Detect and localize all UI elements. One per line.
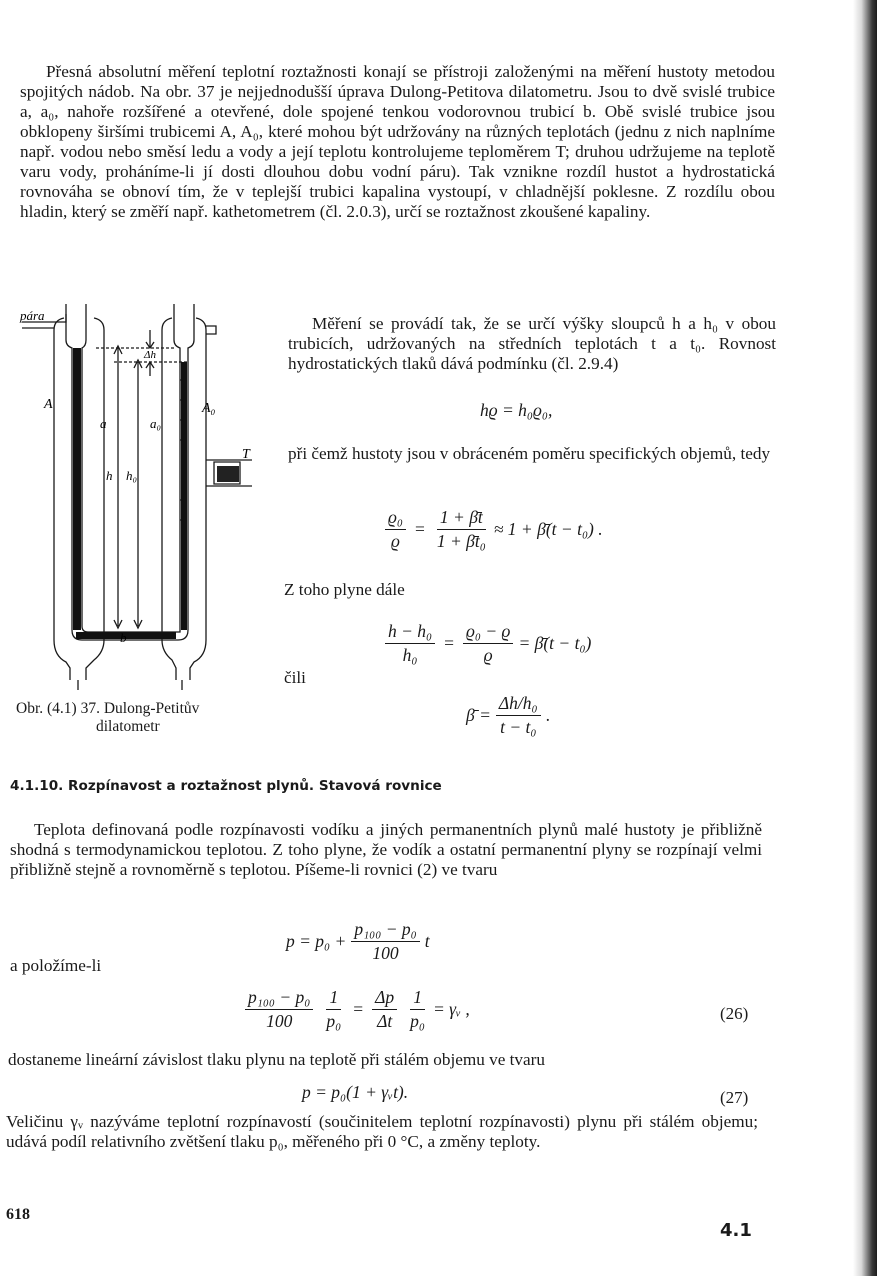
gas-paragraph: Teplota definovaná podle rozpínavosti vodíku a jiných permanentních plynů malé hustoty je přibližně shodná s termodynamickou teplotou. Z toho plyne, že vodík a ostatní permanentní plyny se rozpínají velmi přibližně stejně a rovnoměrně s teplotou. Píšeme-li rovnici (2) ve tvaru [10,820,762,879]
label-delta-h: Δh [144,349,156,361]
equation-26: $\frac{\text{p₁₀₀ − p₀}}{100}$ $\frac{1}{\text{p₀}}$ = $\frac{\Delta p}{\Delta t}$ $\frac{1}{\text{p₀}}$ = γᵥ , [240,988,470,1031]
page-number: 618 [6,1206,30,1223]
label-jacket-A0: A₀ [202,401,216,416]
caption-line-1: Obr. (4.1) 37. Dulong-Petitův [16,700,200,717]
closing-paragraph: Veličinu γᵥ nazýváme teplotní rozpínavostí (součinitelem teplotní rozpínavosti) plynu při stálém objemu; udává podíl relativního zvětšení tlaku p₀, měřeného při 0 °C, a změny teploty. [6,1112,758,1151]
footer-section-number: 4.1 [720,1220,752,1241]
label-tube-a0: a₀ [150,416,162,431]
label-jacket-A: A [44,397,53,412]
intro-paragraph: Přesná absolutní měření teplotní roztažnosti konají se přístroji založenými na měření hustoty metodou spojitých nádob. Na obr. 37 je nejjednodušší úprava Dulong-Petitova dilatometru. Jsou to dvě svislé trubice a, a₀, nahoře rozšířené a otevřené, dole spojené tenkou vodorovnou trubicí b. Obě svislé trubice jsou obklopeny širšími trubicemi A, A₀, které mohou být udržovány na různých teplotách (jednu z nich naplníme např. vodou nebo směsí ledu a vody a její teplotu kontrolujeme teploměrem T; druhou udržujeme na teplotě varu vody, proháníme-li jí dosti dlouhou dobu vodní páru). Tak vznikne rozdíl hustot a hydrostatická rovnováha se obnoví tím, že v teplejší trubici kapalina vystoupí, v chladnější poklesne. Z rozdílu obou hladin, který se změří např. kathetometrem (čl. 2.0.3), určí se roztažnost zkoušené kapaliny. [20,62,775,221]
equation-pressure: p = p₀ + $\frac{\text{p₁₀₀ − p₀}}{100}$ t [286,919,430,963]
equation-density-ratio: $\frac{\text{ϱ₀}}{ϱ}$ = $\frac{1 + \betāt}{\text{1 + β̄t₀}}$ ≈ 1 + β̄(t − t₀) . [380,508,603,551]
label-steam: pára [20,308,45,323]
equation-number-27: (27) [720,1088,749,1107]
equation-27: p = p₀(1 + γᵥt). [302,1082,409,1102]
or-text: čili [284,668,306,687]
therefore-text: Z toho plyne dále [284,580,405,599]
equation-hydrostatic: hϱ = h₀ϱ₀, [480,400,553,420]
density-paragraph: při čemž hustoty jsou v obráceném poměru specifických objemů, tedy [288,444,771,463]
page-edge-shadow [853,0,877,1276]
linear-text: dostaneme lineární závislost tlaku plynu na teplotě při stálém objemu ve tvaru [8,1050,545,1069]
measurement-paragraph: Měření se provádí tak, že se určí výšky sloupců h a h₀ v obou trubicích, udržovaných na středních teplotách t a t₀. Rovnost hydrostatických tlaků dává podmínku (čl. 2.9.4) [288,314,776,373]
figure-caption [16,700,278,736]
label-tube-a: a [100,416,107,431]
equation-height-ratio: $\frac{\text{h − h₀}}{\text{h₀}}$ = $\frac{\text{ϱ₀ − ϱ}}{ϱ}$ = β̄(t − t₀) [380,622,591,665]
label-h0: h₀ [126,468,138,483]
equation-beta: β̄ = $\frac{\text{Δh/h₀}}{\text{t − t₀}}$ . [466,693,550,737]
label-tube-b: b [120,630,127,645]
caption-line-2: dilatometr [96,718,160,735]
label-h: h [106,468,113,483]
label-thermometer-T: T [242,447,250,462]
let-text: a položíme-li [10,956,102,975]
dilatometer-figure [14,300,276,695]
equation-number-26: (26) [720,1004,749,1023]
section-heading: 4.1.10. Rozpínavost a roztažnost plynů. Stavová rovnice [10,778,442,794]
